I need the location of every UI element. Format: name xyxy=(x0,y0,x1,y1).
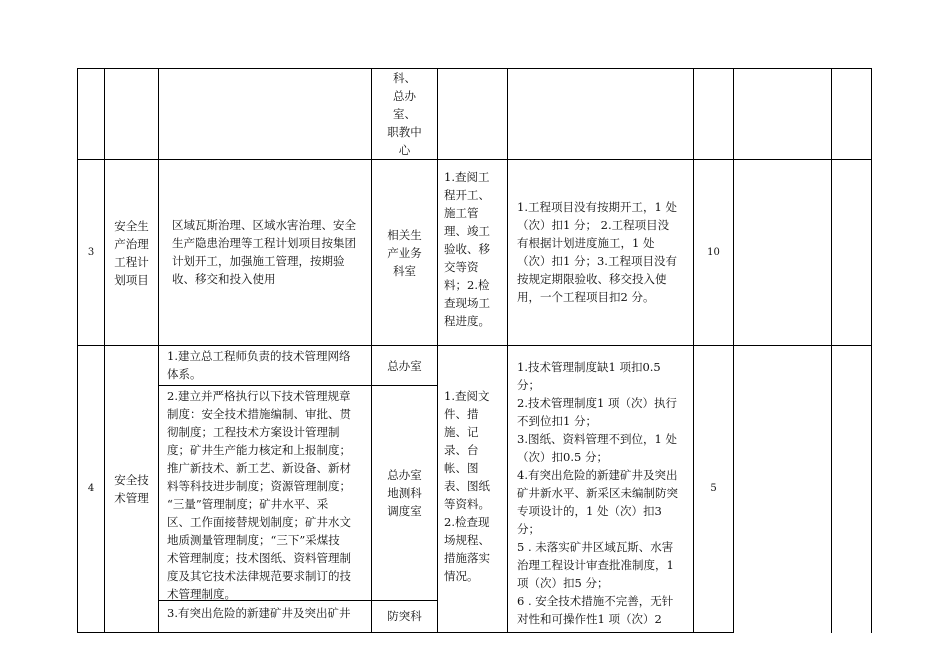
row3-number: 3 xyxy=(87,246,95,258)
row-divider-4 xyxy=(77,345,871,346)
row4-sub1-content: 1.建立总工程师负责的技术管理网络 体系。 xyxy=(167,349,351,381)
row4-method: 1.查阅文 件、措 施、记 录、台 帐、图 表、图纸 等资料。 2.检查现 场规程、 措施落实 情况。 xyxy=(444,389,490,583)
row4-sub3-content: 3.有突出危险的新建矿井及突出矿井 xyxy=(167,606,351,620)
row4-number: 4 xyxy=(87,483,95,494)
col-line-4 xyxy=(437,68,438,633)
row4-criteria: 1.技术管理制度缺1 项扣0.5 分； 2.技术管理制度1 项（次）执行 不到位扣1 分； 3.图纸、资料管理不到位，1 处 （次）扣0.5 分； 4.有突出危险的新建矿井及突出 矿井新水平、新采区未编制防突 专项设计的，1 处（次）扣3 分； 5 . 未落实矿井区域瓦斯、水害 治理工程设计审查批准制度，1 项（次）扣5 分； 6 . 安全技术措施不完善，无针 对性和可操作性1 项（次）2 xyxy=(517,360,678,626)
col-line-2 xyxy=(158,68,159,633)
row3-item: 安全生 产治理 工程计 划项目 xyxy=(114,218,149,287)
row4-sub2-content: 2.建立并严格执行以下技术管理规章 制度：安全技术措施编制、审批、贯 彻制度；工程技术方案设计管理制 度；矿井生产能力核定和上报制度； 推广新技术、新工艺、新设备、新材 料等科技进步制度；资源管理制度； “三量”管理制度；矿井水平、采 区、工作面接替规划制度；矿井水文 地质测量管理制度；“三下”采煤技 术管理制度；技术图纸、资料管理制 度及其它技术法律规范要求制订的技 术管理制度。 xyxy=(167,389,351,600)
row4-item: 安全技 术管理 xyxy=(114,473,149,505)
col-line-7 xyxy=(733,68,734,633)
row-divider-3 xyxy=(77,159,871,160)
row3-method: 1.查阅工 程开工、 施工管 理、竣工 验收、移 交等资 料；2.检 查现场工 程进度。 xyxy=(444,170,490,328)
col-line-5 xyxy=(507,68,508,633)
row4-sub2-department: 总办室 地测科 调度室 xyxy=(387,468,422,518)
col-line-9 xyxy=(871,68,872,633)
prev-department: 科、 总办 室、 职教中 心 xyxy=(387,71,422,157)
row3-content: 区域瓦斯治理、区域水害治理、安全 生产隐患治理等工程计划项目按集团 计划开工，加强施工管理，按期验 收、移交和投入使用 xyxy=(172,218,356,286)
col-line-8 xyxy=(831,68,832,633)
row4-score: 5 xyxy=(710,483,717,494)
table-border-top xyxy=(77,68,871,69)
row4-sub3-department: 防突科 xyxy=(387,609,422,623)
row3-department: 相关生 产业务 科室 xyxy=(387,227,422,278)
row4-sub1-department: 总办室 xyxy=(387,358,422,373)
row3-score: 10 xyxy=(707,246,720,258)
row3-criteria: 1.工程项目没有按期开工，1 处 （次）扣1 分； 2.工程项目没 有根据计划进度施工，1 处 （次）扣1 分；3.工程项目没有 按规定期限验收、移交投入使 用，一个工程项目扣2 分。 xyxy=(517,200,677,304)
table-border-bottom xyxy=(77,632,733,633)
